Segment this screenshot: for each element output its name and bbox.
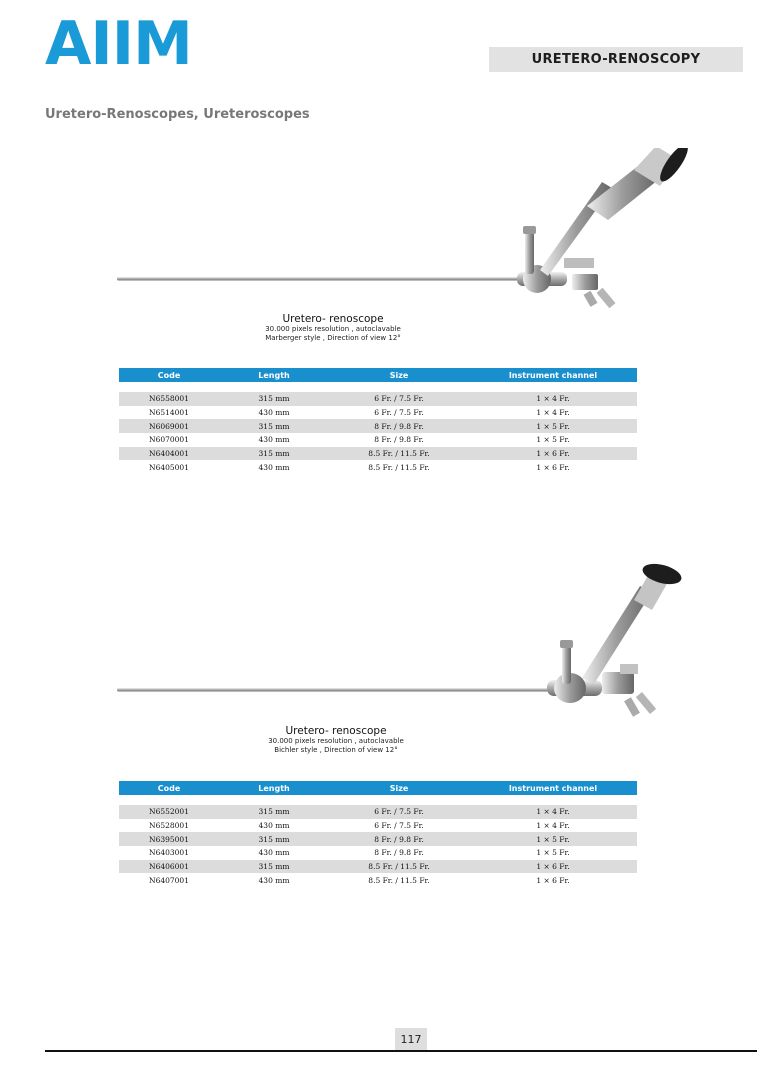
cell-code: N6552001 — [149, 807, 189, 817]
col-size: Size — [389, 370, 409, 380]
cell-size: 6 Fr. / 7.5 Fr. — [374, 807, 424, 817]
cell-channel: 1 × 4 Fr. — [536, 408, 570, 418]
table-row — [119, 392, 637, 406]
product-2-desc-line2: Bichler style , Direction of view 12° — [274, 746, 398, 754]
cell-size: 8.5 Fr. / 11.5 Fr. — [368, 462, 430, 472]
table-row — [119, 873, 637, 887]
cell-code: N6069001 — [149, 421, 189, 431]
section-title: URETERO-RENOSCOPY — [489, 47, 743, 72]
cell-size: 8.5 Fr. / 11.5 Fr. — [368, 862, 430, 872]
product-2-name: Uretero- renoscope — [285, 725, 387, 737]
col-instrument-channel: Instrument channel — [508, 783, 598, 793]
cell-channel: 1 × 5 Fr. — [536, 421, 570, 431]
cell-code: N6406001 — [149, 862, 189, 872]
cell-code: N6528001 — [149, 821, 189, 831]
table-row — [119, 406, 637, 420]
cell-length: 315 mm — [258, 421, 290, 431]
cell-code: N6514001 — [149, 408, 189, 418]
cell-size: 6 Fr. / 7.5 Fr. — [374, 821, 424, 831]
cell-length: 315 mm — [258, 807, 290, 817]
table-row — [119, 846, 637, 860]
table-row — [119, 433, 637, 447]
cell-length: 315 mm — [258, 394, 290, 404]
brand-logo: AIIM — [45, 9, 192, 79]
cell-length: 430 mm — [258, 408, 290, 418]
cell-channel: 1 × 6 Fr. — [536, 449, 570, 459]
cell-length: 430 mm — [258, 821, 290, 831]
product-1-caption — [203, 313, 463, 343]
cell-length: 315 mm — [258, 449, 290, 459]
col-instrument-channel: Instrument channel — [508, 370, 598, 380]
cell-channel: 1 × 5 Fr. — [536, 834, 570, 844]
cell-code: N6070001 — [149, 435, 189, 445]
product-2-table — [119, 781, 637, 887]
table-row — [119, 805, 637, 819]
product-1-desc-line2: Marberger style , Direction of view 12° — [265, 334, 401, 342]
cell-code: N6405001 — [149, 462, 189, 472]
cell-length: 315 mm — [258, 862, 290, 872]
table-row — [119, 447, 637, 461]
cell-channel: 1 × 6 Fr. — [536, 875, 570, 885]
product-1-name: Uretero- renoscope — [282, 313, 384, 325]
cell-code: N6404001 — [149, 449, 189, 459]
cell-length: 430 mm — [258, 848, 290, 858]
cell-code: N6395001 — [149, 834, 189, 844]
table-row — [119, 419, 637, 433]
cell-length: 315 mm — [258, 834, 290, 844]
cell-size: 8.5 Fr. / 11.5 Fr. — [368, 875, 430, 885]
cell-size: 8.5 Fr. / 11.5 Fr. — [368, 449, 430, 459]
cell-length: 430 mm — [258, 462, 290, 472]
cell-length: 430 mm — [258, 875, 290, 885]
table-header — [119, 781, 637, 795]
footer-divider — [45, 1050, 757, 1052]
table-row — [119, 460, 637, 474]
cell-size: 8 Fr. / 9.8 Fr. — [374, 435, 424, 445]
product-1-desc-line1: 30.000 pixels resolution , autoclavable — [265, 325, 401, 333]
cell-channel: 1 × 4 Fr. — [536, 821, 570, 831]
ureteroscope-marberger-image — [112, 148, 692, 318]
cell-channel: 1 × 5 Fr. — [536, 848, 570, 858]
col-code: Code — [157, 370, 181, 380]
cell-channel: 1 × 5 Fr. — [536, 435, 570, 445]
cell-size: 6 Fr. / 7.5 Fr. — [374, 408, 424, 418]
cell-size: 8 Fr. / 9.8 Fr. — [374, 421, 424, 431]
table-header — [119, 368, 637, 382]
cell-size: 8 Fr. / 9.8 Fr. — [374, 834, 424, 844]
cell-code: N6403001 — [149, 848, 189, 858]
table-row — [119, 860, 637, 874]
cell-channel: 1 × 4 Fr. — [536, 807, 570, 817]
page-subtitle: Uretero-Renoscopes, Ureteroscopes — [45, 107, 310, 122]
cell-code: N6407001 — [149, 875, 189, 885]
cell-length: 430 mm — [258, 435, 290, 445]
product-1-table — [119, 368, 637, 474]
col-size: Size — [389, 783, 409, 793]
ureteroscope-bichler-image — [112, 560, 692, 730]
col-length: Length — [258, 370, 290, 380]
product-2-desc-line1: 30.000 pixels resolution , autoclavable — [268, 737, 404, 745]
cell-size: 8 Fr. / 9.8 Fr. — [374, 848, 424, 858]
page-number: 117 — [395, 1028, 427, 1050]
cell-channel: 1 × 6 Fr. — [536, 462, 570, 472]
table-row — [119, 832, 637, 846]
cell-size: 6 Fr. / 7.5 Fr. — [374, 394, 424, 404]
col-length: Length — [258, 783, 290, 793]
cell-code: N6558001 — [149, 394, 189, 404]
col-code: Code — [157, 783, 181, 793]
cell-channel: 1 × 4 Fr. — [536, 394, 570, 404]
cell-channel: 1 × 6 Fr. — [536, 862, 570, 872]
table-row — [119, 819, 637, 833]
product-2-caption — [206, 725, 466, 755]
